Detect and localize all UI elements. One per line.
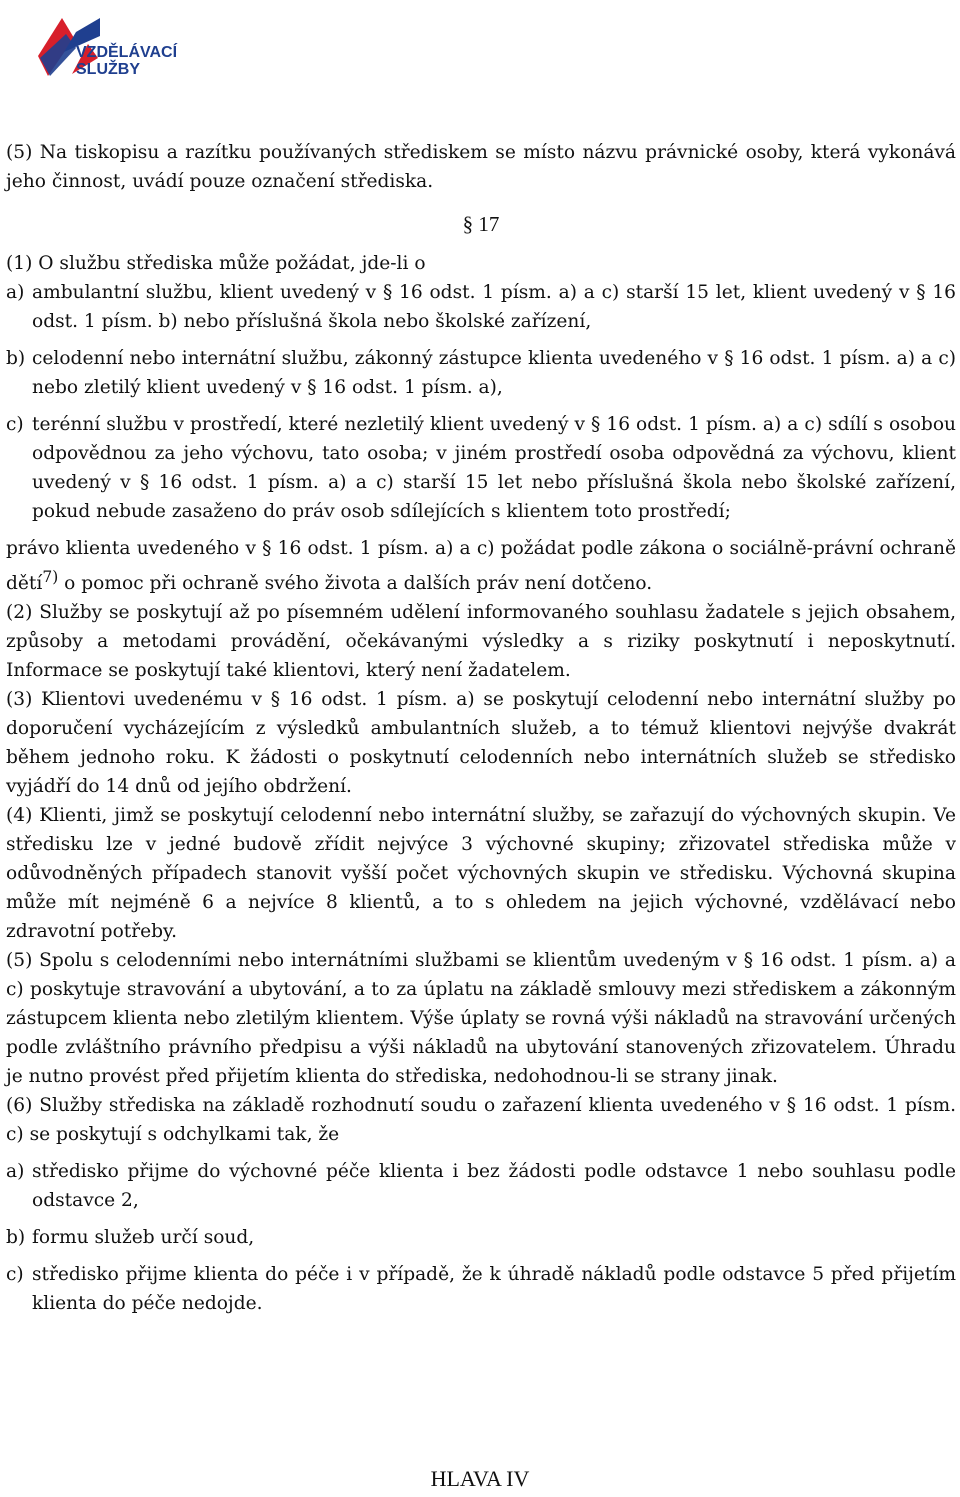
item-text: terénní službu v prostředí, které nezletilý klient uvedený v § 16 odst. 1 písm. a) a c) sdílí s osobou odpovědnou za jeho výchovu, tato osoba; v jiném prostředí osoba odpovědná za výchovu, klient uvedený v § 16 odst. 1 písm. a) a c) starší 15 let nebo příslušná škola nebo školské zařízení, pokud nebude zasaženo do práv osob sdílejících s klientem toto prostředí; xyxy=(32,414,956,522)
section-3: (3) Klientovi uvedenému v § 16 odst. 1 písm. a) se poskytují celodenní nebo internátní služby po doporučení vycházejícím z výsledků ambulantních služeb, a to témuž klientovi nejvýše dvakrát během jednoho roku. K žádosti o poskytnutí celodenních nebo internátních služeb se středisko vyjádří do 14 dnů od jejího obdržení. xyxy=(6,689,956,798)
section-1-item-b xyxy=(6,344,956,402)
section-4: (4) Klienti, jimž se poskytují celodenní nebo internátní služby, se zařazují do výchovných skupin. Ve středisku lze v jedné budově zřídit nejvýce 3 výchovné skupiny; zřizovatel střediska může v odůvodněných případech stanovit vyšší počet výchovných skupin ve středisku. Výchovná skupina může mít nejméně 6 a nejvíce 8 klientů, a to s ohledem na jejich výchovné, vzdělávací nebo zdravotní potřeby. xyxy=(6,805,956,943)
footnote-ref: 7) xyxy=(42,568,59,586)
item-label: c) xyxy=(6,414,24,435)
item-text: středisko přijme do výchovné péče klienta i bez žádosti podle odstavce 1 nebo souhlasu podle odstavce 2, xyxy=(32,1161,956,1212)
section-1-closing xyxy=(6,534,956,598)
section-1-intro: (1) O službu střediska může požádat, jde-li o xyxy=(6,253,426,274)
logo-line-1: VZDĚLÁVACÍ xyxy=(76,44,178,61)
section-2: (2) Služby se poskytují až po písemném udělení informovaného souhlasu žadatele s jejich obsahem, způsoby a metodami provádění, očekávanými výsledky a s riziky poskytnutí i neposkytnutí. Informace se poskytují také klientovi, který není žadatelem. xyxy=(6,602,956,682)
logo xyxy=(36,14,186,96)
item-text: celodenní nebo internátní službu, zákonný zástupce klienta uvedeného v § 16 odst. 1 písm. a) a c) nebo zletilý klient uvedený v § 16 odst. 1 písm. a), xyxy=(32,348,956,398)
paragraph-5-previous: (5) Na tiskopisu a razítku používaných střediskem se místo názvu právnické osoby, která vykonává jeho činnost, uvádí pouze označení střediska. xyxy=(6,142,956,192)
item-label: a) xyxy=(6,1161,25,1183)
item-label: a) xyxy=(6,282,25,303)
item-label: b) xyxy=(6,1227,26,1249)
section-6-item-b xyxy=(6,1223,956,1252)
item-text: formu služeb určí soud, xyxy=(32,1227,255,1249)
item-label: b) xyxy=(6,348,26,369)
closing-text: právo klienta uvedeného v § 16 odst. 1 písm. a) a c) požádat podle zákona o sociálně-právní ochraně dětí xyxy=(6,538,956,595)
section-6-item-c xyxy=(6,1260,956,1318)
item-text: středisko přijme klienta do péče i v případě, že k úhradě nákladů podle odstavce 5 před přijetím klienta do péče nedojde. xyxy=(32,1264,956,1315)
logo-line-2: SLUŽBY xyxy=(76,61,140,78)
section-1-item-a xyxy=(6,278,956,336)
section-heading: § 17 xyxy=(462,212,500,236)
item-text: ambulantní službu, klient uvedený v § 16 odst. 1 písm. a) a c) starší 15 let, klient uvedený v § 16 odst. 1 písm. b) nebo příslušná škola nebo školské zařízení, xyxy=(32,282,956,332)
section-1-item-c xyxy=(6,410,956,526)
closing-text-end: o pomoc při ochraně svého života a dalších práv není dotčeno. xyxy=(58,573,653,595)
item-label: c) xyxy=(6,1264,24,1286)
section-6-item-a xyxy=(6,1157,956,1215)
section-6-intro: (6) Služby střediska na základě rozhodnutí soudu o zařazení klienta uvedeného v § 16 odst. 1 písm. c) se poskytují s odchylkami tak, že xyxy=(6,1095,956,1146)
document-body xyxy=(6,138,956,1318)
section-5: (5) Spolu s celodenními nebo internátními službami se klientům uvedeným v § 16 odst. 1 písm. a) a c) poskytuje stravování a ubytování, a to za úplatu na základě smlouvy mezi střediskem a zákonným zástupcem klienta nebo zletilým klientem. Výše úplaty se rovná výši nákladů na stravování určených podle zvláštního právního předpisu a výši nákladů na ubytování stanovených zřizovatelem. Úhradu je nutno provést před přijetím klienta do střediska, nedohodnou-li se strany jinak. xyxy=(6,950,956,1088)
chapter-heading: HLAVA IV xyxy=(430,1466,530,1491)
